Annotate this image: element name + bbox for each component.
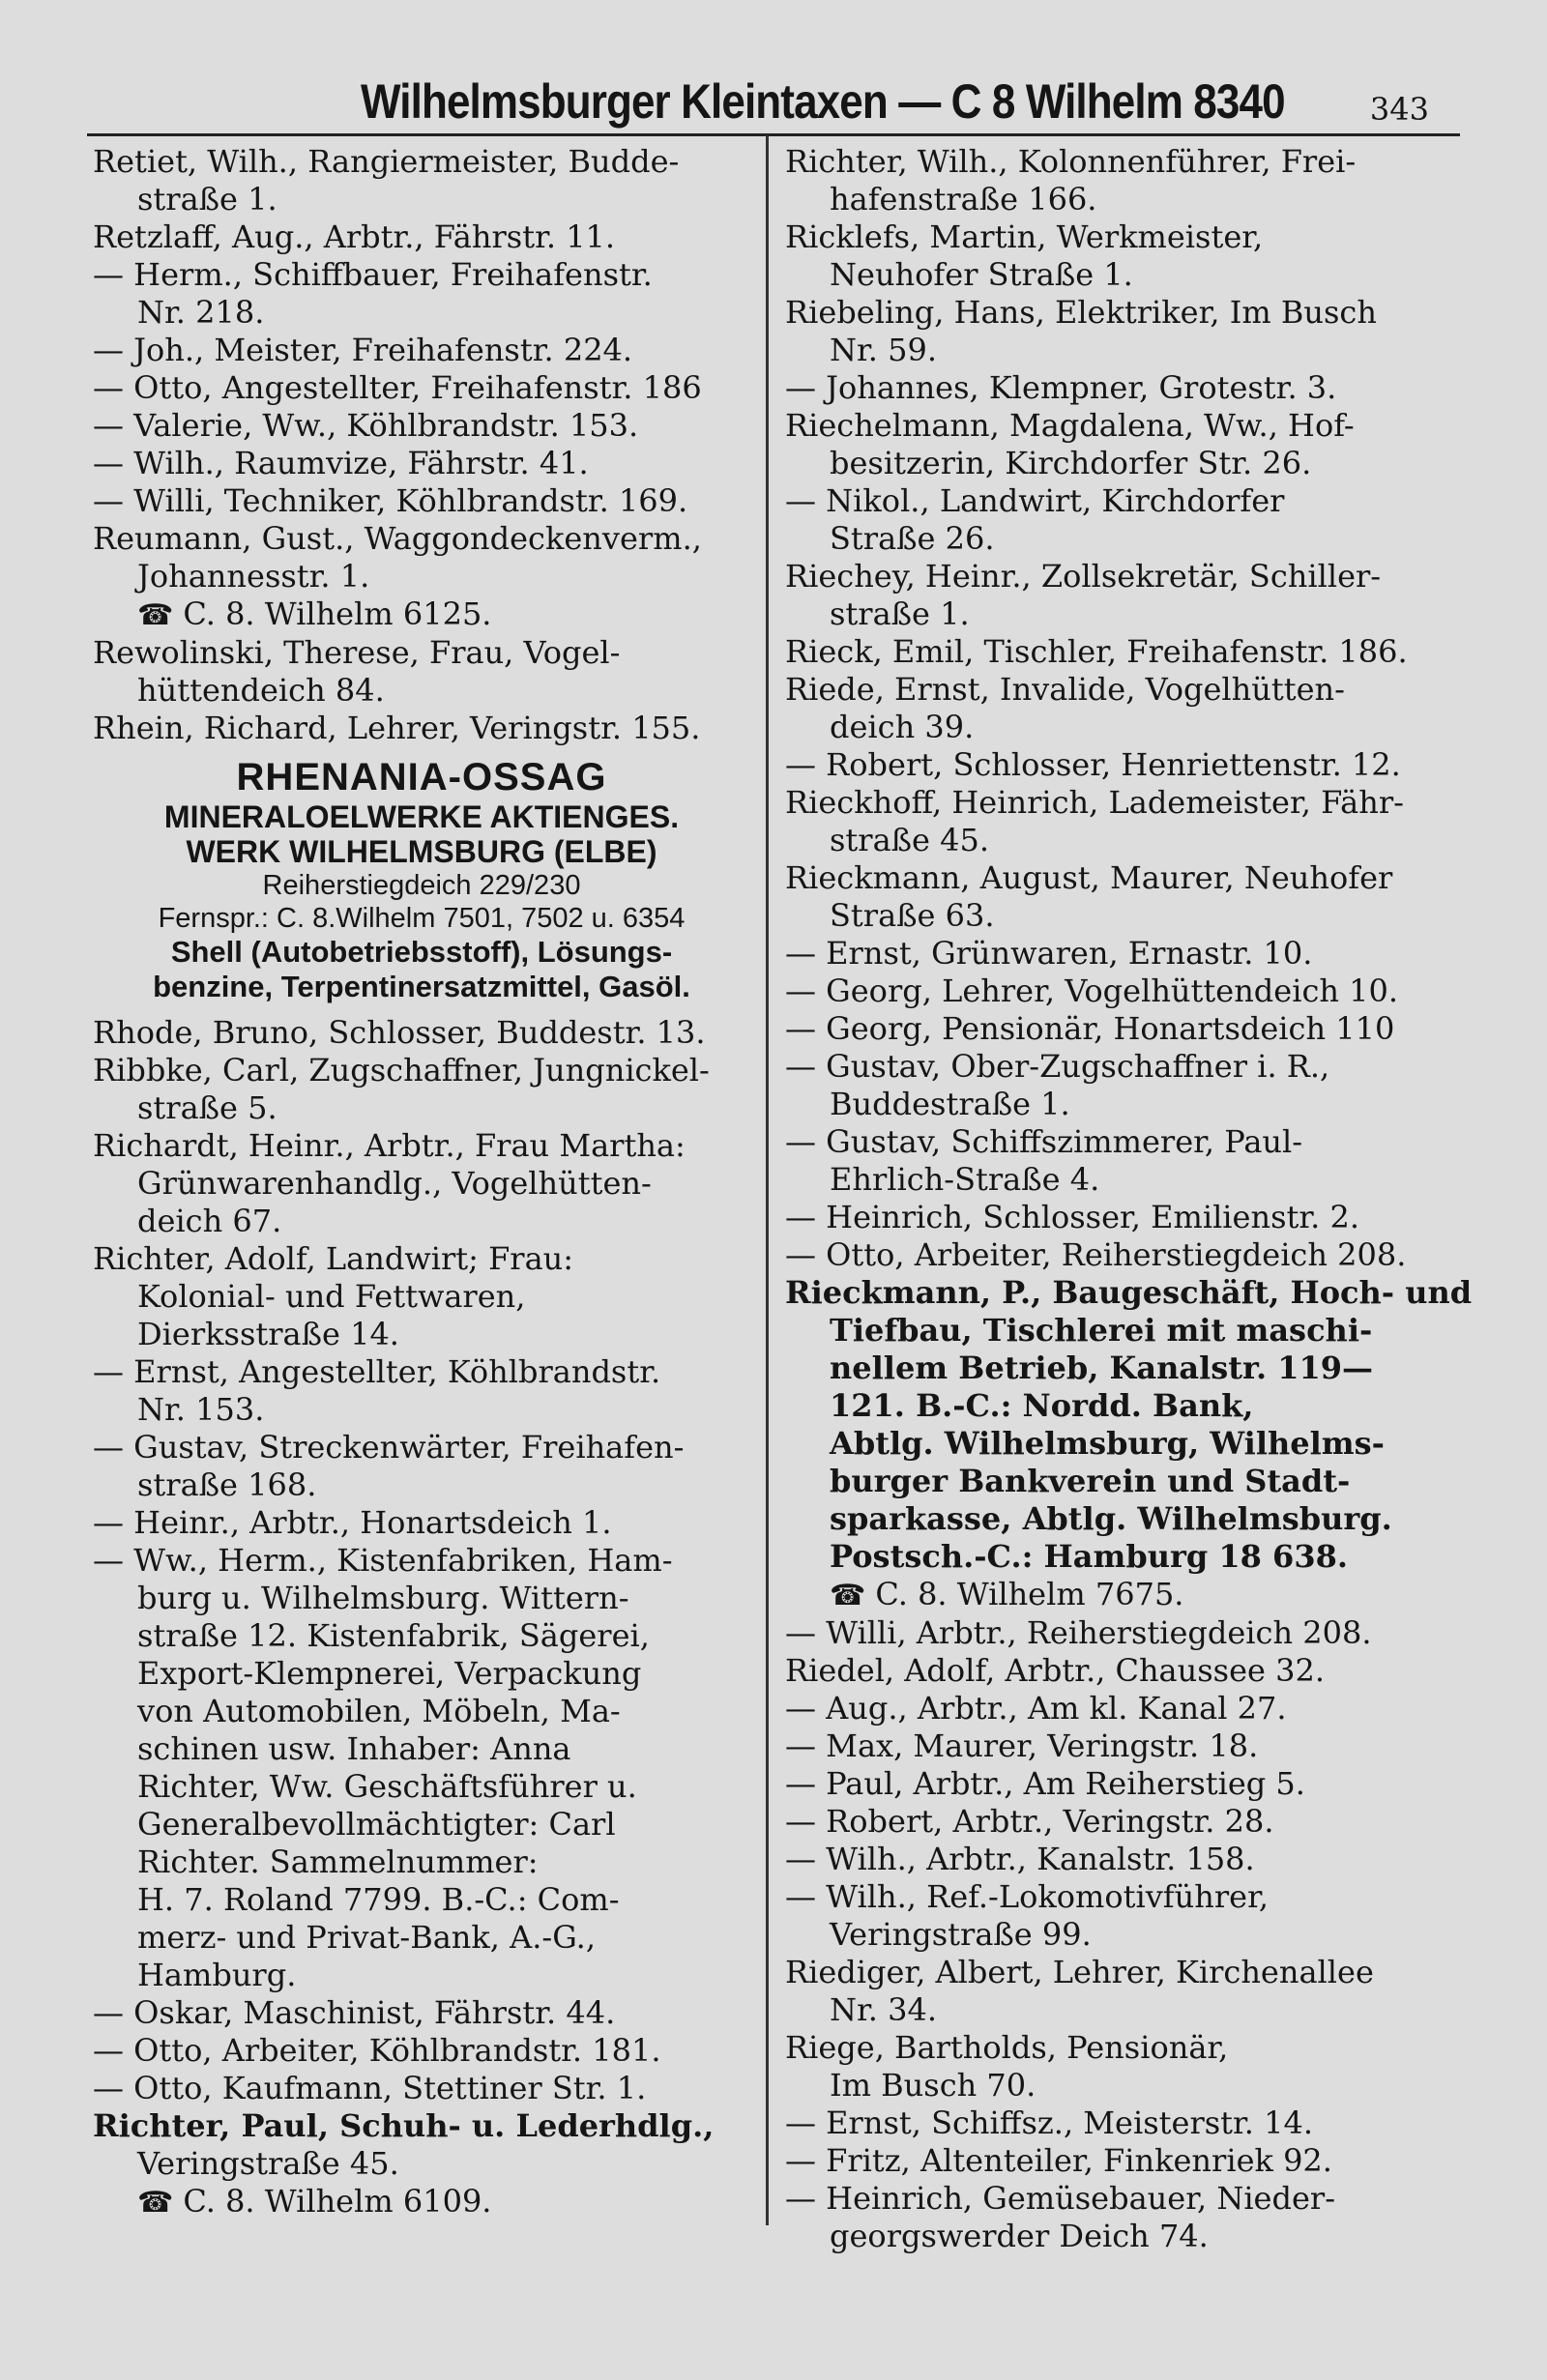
- telephone-icon: ☎: [830, 1579, 866, 1612]
- entry-line: Neuhofer Straße 1.: [830, 256, 1133, 293]
- entry-line: — Otto, Angestellter, Freihafenstr. 186: [93, 369, 702, 406]
- entry-line-bold: 121. B.-C.: Nordd. Bank,: [830, 1387, 1254, 1424]
- left-column: [93, 143, 750, 2221]
- entry-line: Hamburg.: [137, 1957, 297, 1993]
- entry-line: — Max, Maurer, Veringstr. 18.: [785, 1727, 1259, 1764]
- entry-line: — Ernst, Angestellter, Köhlbrandstr.: [93, 1353, 661, 1390]
- entry-line-bold: nellem Betrieb, Kanalstr. 119—: [830, 1350, 1374, 1386]
- entry-line: Johannesstr. 1.: [137, 558, 370, 595]
- phone-line: [93, 1843, 750, 1881]
- entry-line: hüttendeich 84.: [137, 672, 385, 709]
- entry-line: Rieckmann, August, Maurer, Neuhofer: [785, 859, 1393, 896]
- entry-line: — Wilh., Raumvize, Fährstr. 41.: [93, 445, 589, 481]
- entry-line: — Otto, Arbeiter, Reiherstiegdeich 208.: [785, 1236, 1407, 1273]
- entry-line: — Robert, Arbtr., Veringstr. 28.: [785, 1803, 1274, 1840]
- column-divider: [766, 135, 769, 2225]
- entry-line: — Wilh., Arbtr., Kanalstr. 158.: [785, 1841, 1255, 1877]
- phone-number: C. 8. Wilhelm 6109.: [183, 2183, 492, 2220]
- entry-line: Dierksstraße 14.: [137, 1316, 399, 1352]
- ad-title: RHENANIA-OSSAG: [236, 756, 607, 798]
- entry-line: — Georg, Pensionär, Honartsdeich 110: [785, 1010, 1395, 1047]
- entry-line: Riedel, Adolf, Arbtr., Chaussee 32.: [785, 1652, 1326, 1689]
- entry-line: — Oskar, Maschinist, Fährstr. 44.: [93, 1994, 616, 2031]
- entry-line: straße 45.: [830, 822, 990, 858]
- entry-line: Grünwarenhandlg., Vogelhütten-: [137, 1165, 652, 1202]
- entry-line: — Ernst, Schiffsz., Meisterstr. 14.: [785, 2104, 1314, 2141]
- entry-line: — Joh., Meister, Freihafenstr. 224.: [93, 332, 633, 368]
- entry-line: — Gustav, Ober-Zugschaffner i. R.,: [785, 1048, 1330, 1085]
- entry-line: Im Busch 70.: [830, 2067, 1036, 2104]
- entry-line: — Georg, Lehrer, Vogelhüttendeich 10.: [785, 972, 1399, 1009]
- entry-line: Rhein, Richard, Lehrer, Veringstr. 155.: [93, 710, 701, 746]
- entry-line: — Heinrich, Gemüsebauer, Nieder-: [785, 2180, 1336, 2217]
- entry-line: — Aug., Arbtr., Am kl. Kanal 27.: [785, 1690, 1287, 1727]
- entry-line: — Robert, Schlosser, Henriettenstr. 12.: [785, 746, 1401, 783]
- entry-line-bold: Tiefbau, Tischlerei mit maschi-: [830, 1312, 1373, 1349]
- entry-line: — Heinr., Arbtr., Honartsdeich 1.: [93, 1504, 612, 1541]
- entry-line-bold: Postsch.-C.: Hamburg 18 638.: [830, 1538, 1348, 1575]
- entry-line: — Otto, Kaufmann, Stettiner Str. 1.: [93, 2070, 647, 2106]
- telephone-icon: ☎: [137, 2186, 174, 2220]
- entry-line: Rieckhoff, Heinrich, Lademeister, Fähr-: [785, 784, 1404, 821]
- ad-phone: Fernspr.: C. 8.Wilhelm 7501, 7502 u. 6354: [158, 903, 686, 934]
- entry-line: — Ww., Herm., Kistenfabriken, Ham-: [93, 1542, 673, 1579]
- entry-line: Riediger, Albert, Lehrer, Kirchenallee: [785, 1954, 1374, 1990]
- entry-line: Richardt, Heinr., Arbtr., Frau Martha:: [93, 1127, 686, 1164]
- ad-address: Reiherstiegdeich 229/230: [262, 870, 581, 901]
- entry-line: — Valerie, Ww., Köhlbrandstr. 153.: [93, 407, 639, 444]
- entry-line: Rieck, Emil, Tischler, Freihafenstr. 186.: [785, 633, 1408, 670]
- phone-number: C. 8. Wilhelm 7675.: [875, 1576, 1184, 1612]
- entry-line: Riechelmann, Magdalena, Ww., Hof-: [785, 407, 1355, 444]
- entry-line: Ribbke, Carl, Zugschaffner, Jungnickel-: [93, 1052, 710, 1088]
- entry-line: straße 168.: [137, 1466, 317, 1503]
- entry-line: Nr. 218.: [137, 294, 265, 331]
- entry-line: hafenstraße 166.: [830, 181, 1097, 218]
- entry-line: — Herm., Schiffbauer, Freihafenstr.: [93, 256, 653, 293]
- ad-products: benzine, Terpentinersatzmittel, Gasöl.: [153, 970, 690, 1003]
- entry-line: georgswerder Deich 74.: [830, 2218, 1209, 2254]
- entry-line: — Nikol., Landwirt, Kirchdorfer: [785, 482, 1285, 519]
- entry-line: Riege, Bartholds, Pensionär,: [785, 2029, 1229, 2066]
- entry-line-bold: burger Bankverein und Stadt-: [830, 1463, 1351, 1499]
- entry-line: Ricklefs, Martin, Werkmeister,: [785, 218, 1264, 255]
- entry-line: Richter, Adolf, Landwirt; Frau:: [93, 1240, 574, 1277]
- entry-line: — Paul, Arbtr., Am Reiherstieg 5.: [785, 1765, 1305, 1802]
- entry-line: straße 1.: [830, 595, 970, 632]
- entry-line: Nr. 59.: [830, 332, 938, 368]
- entry-line: Retiet, Wilh., Rangiermeister, Budde-: [93, 143, 680, 180]
- entry-line: Ehrlich-Straße 4.: [830, 1161, 1100, 1198]
- page-title: Wilhelmsburger Kleintaxen — C 8 Wilhelm 8340: [361, 74, 1285, 129]
- entry-line: Retzlaff, Aug., Arbtr., Fährstr. 11.: [93, 218, 616, 255]
- entry-line: Rhode, Bruno, Schlosser, Buddestr. 13.: [93, 1014, 706, 1051]
- entry-line: — Ernst, Grünwaren, Ernastr. 10.: [785, 935, 1313, 972]
- entry-line-bold: sparkasse, Abtlg. Wilhelmsburg.: [830, 1500, 1392, 1537]
- entry-line: besitzerin, Kirchdorfer Str. 26.: [830, 445, 1312, 481]
- entry-line-bold: Rieckmann, P., Baugeschäft, Hoch- und: [785, 1274, 1473, 1311]
- advertisement: [93, 755, 750, 1004]
- entry-line: — Heinrich, Schlosser, Emilienstr. 2.: [785, 1199, 1360, 1235]
- entry-line: Generalbevollmächtigter: Carl: [137, 1806, 616, 1843]
- page-header: [87, 66, 1460, 136]
- entry-line: Riebeling, Hans, Elektriker, Im Busch: [785, 294, 1377, 331]
- entry-line: Richter, Wilh., Kolonnenführer, Frei-: [785, 143, 1357, 180]
- entry-line: deich 39.: [830, 709, 975, 745]
- entry-line: — Johannes, Klempner, Grotestr. 3.: [785, 369, 1337, 406]
- entry-line: Rewolinski, Therese, Frau, Vogel-: [93, 634, 621, 671]
- entry-line: Veringstraße 45.: [137, 2145, 399, 2182]
- entry-line: — Gustav, Schiffszimmerer, Paul-: [785, 1123, 1303, 1160]
- entry-line: Straße 63.: [830, 897, 995, 934]
- entry-line: deich 67.: [137, 1203, 282, 1239]
- phone-line: [785, 1576, 1443, 1614]
- entry-line: Nr. 34.: [830, 1991, 938, 2028]
- entry-text: Richter. Sammelnummer:: [137, 1843, 539, 1880]
- phone-number: C. 8. Wilhelm 6125.: [183, 595, 492, 632]
- entry-line: burg u. Wilhelmsburg. Wittern-: [137, 1580, 629, 1616]
- entry-line: — Fritz, Altenteiler, Finkenriek 92.: [785, 2142, 1332, 2179]
- entry-line: — Wilh., Ref.-Lokomotivführer,: [785, 1878, 1270, 1915]
- entry-line: straße 1.: [137, 181, 277, 218]
- entry-line: von Automobilen, Möbeln, Ma-: [137, 1693, 621, 1729]
- phone-line: [93, 595, 750, 634]
- entry-line: Richter, Ww. Geschäftsführer u.: [137, 1768, 637, 1805]
- entry-line: Kolonial- und Fettwaren,: [137, 1278, 526, 1315]
- phone-line: [93, 2183, 750, 2221]
- entry-line: — Gustav, Streckenwärter, Freihafen-: [93, 1429, 685, 1466]
- entry-line: straße 12. Kistenfabrik, Sägerei,: [137, 1617, 650, 1654]
- entry-line-bold: Abtlg. Wilhelmsburg, Wilhelms-: [830, 1425, 1385, 1462]
- ad-products: Shell (Autobetriebsstoff), Lösungs-: [170, 935, 673, 969]
- entry-line: Reumann, Gust., Waggondeckenverm.,: [93, 520, 702, 557]
- entry-line: Veringstraße 99.: [830, 1916, 1092, 1953]
- entry-line: Riechey, Heinr., Zollsekretär, Schiller-: [785, 558, 1382, 595]
- entry-line: straße 5.: [137, 1089, 277, 1126]
- entry-line: Riede, Ernst, Invalide, Vogelhütten-: [785, 671, 1345, 708]
- entry-line: Straße 26.: [830, 520, 995, 557]
- right-column: [785, 143, 1473, 2255]
- entry-line: — Otto, Arbeiter, Köhlbrandstr. 181.: [93, 2032, 661, 2069]
- entry-line: Buddestraße 1.: [830, 1086, 1070, 1122]
- ad-subtitle: MINERALOELWERKE AKTIENGES.: [163, 799, 680, 834]
- entry-line: H. 7. Roland 7799. B.-C.: Com-: [137, 1881, 620, 1918]
- entry-line: — Willi, Arbtr., Reiherstiegdeich 208.: [785, 1614, 1372, 1651]
- page-number: 343: [1369, 91, 1429, 128]
- entry-line: schinen usw. Inhaber: Anna: [137, 1730, 571, 1767]
- telephone-icon: ☎: [137, 598, 174, 632]
- entry-line: Export-Klempnerei, Verpackung: [137, 1655, 642, 1692]
- ad-subtitle: WERK WILHELMSBURG (ELBE): [186, 834, 657, 869]
- entry-line-bold: Richter, Paul, Schuh- u. Lederhdlg.,: [93, 2107, 715, 2144]
- entry-line: Nr. 153.: [137, 1391, 265, 1428]
- entry-line: merz- und Privat-Bank, A.-G.,: [137, 1919, 596, 1956]
- entry-line: — Willi, Techniker, Köhlbrandstr. 169.: [93, 482, 688, 519]
